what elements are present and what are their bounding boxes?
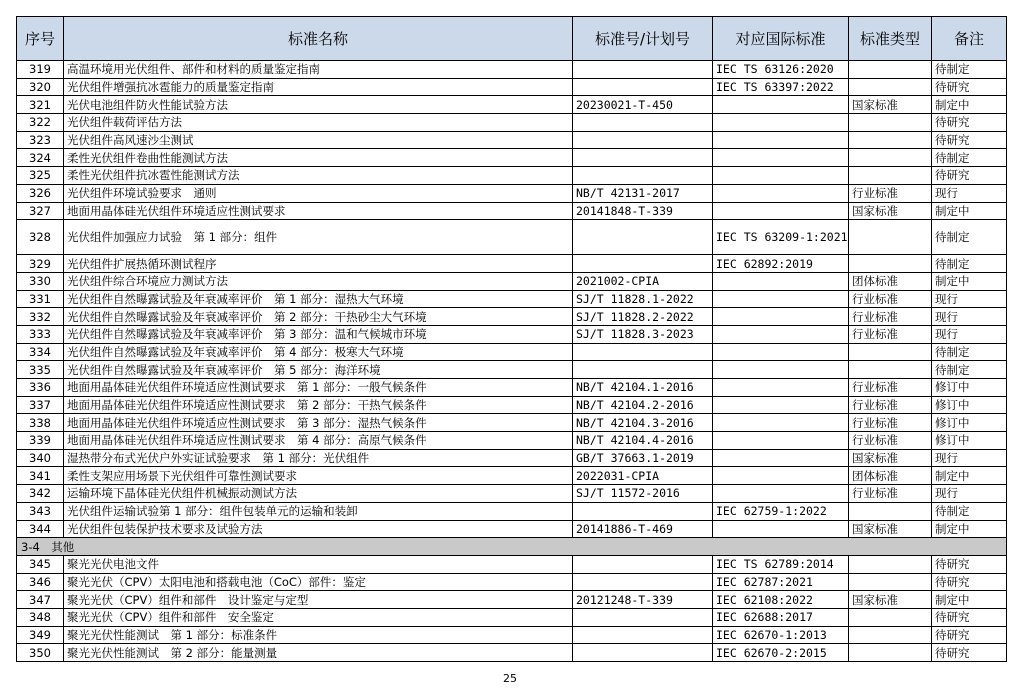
cell-note: 待研究	[932, 131, 1007, 149]
cell-note: 现行	[932, 308, 1007, 326]
cell-no: 344	[17, 520, 64, 538]
cell-name: 光伏组件加强应力试验 第 1 部分：组件	[64, 220, 573, 255]
cell-type	[849, 61, 932, 79]
cell-type: 行业标准	[849, 414, 932, 432]
cell-no: 348	[17, 608, 64, 626]
cell-type: 团体标准	[849, 272, 932, 290]
table-row	[17, 96, 1007, 114]
header-name: 标准名称	[64, 17, 573, 61]
cell-intl	[713, 325, 849, 343]
table-row	[17, 396, 1007, 414]
table-row	[17, 272, 1007, 290]
cell-note: 待制定	[932, 361, 1007, 379]
cell-code: SJ/T 11828.1-2022	[573, 290, 713, 308]
cell-no: 330	[17, 272, 64, 290]
cell-note: 现行	[932, 325, 1007, 343]
table-row	[17, 184, 1007, 202]
cell-note: 制定中	[932, 467, 1007, 485]
cell-name: 聚光光伏性能测试 第 1 部分：标准条件	[64, 626, 573, 644]
cell-name: 地面用晶体硅光伏组件环境适应性测试要求 第 1 部分：一般气候条件	[64, 379, 573, 397]
header-note: 备注	[932, 17, 1007, 61]
cell-note: 制定中	[932, 520, 1007, 538]
cell-intl	[713, 114, 849, 132]
cell-intl	[713, 343, 849, 361]
cell-code	[573, 220, 713, 255]
table-row	[17, 449, 1007, 467]
cell-note: 修订中	[932, 396, 1007, 414]
header-type: 标准类型	[849, 17, 932, 61]
cell-type	[849, 255, 932, 273]
cell-note: 待研究	[932, 644, 1007, 662]
cell-no: 327	[17, 202, 64, 220]
table-row	[17, 644, 1007, 662]
cell-no: 320	[17, 78, 64, 96]
table-row	[17, 220, 1007, 255]
cell-intl	[713, 467, 849, 485]
cell-code	[573, 361, 713, 379]
cell-name: 地面用晶体硅光伏组件环境适应性测试要求 第 3 部分：湿热气候条件	[64, 414, 573, 432]
cell-note: 待研究	[932, 114, 1007, 132]
cell-code: NB/T 42104.4-2016	[573, 432, 713, 450]
cell-no: 343	[17, 502, 64, 520]
cell-name: 运输环境下晶体硅光伏组件机械振动测试方法	[64, 485, 573, 503]
cell-no: 324	[17, 149, 64, 167]
cell-code	[573, 608, 713, 626]
cell-intl	[713, 414, 849, 432]
cell-code	[573, 343, 713, 361]
cell-note: 制定中	[932, 202, 1007, 220]
cell-note: 待研究	[932, 167, 1007, 185]
cell-no: 338	[17, 414, 64, 432]
cell-intl: IEC 62892:2019	[713, 255, 849, 273]
cell-name: 光伏组件自然曝露试验及年衰减率评价 第 5 部分：海洋环境	[64, 361, 573, 379]
cell-type: 行业标准	[849, 308, 932, 326]
cell-intl	[713, 520, 849, 538]
cell-intl	[713, 379, 849, 397]
cell-name: 地面用晶体硅光伏组件环境适应性测试要求	[64, 202, 573, 220]
cell-name: 光伏组件自然曝露试验及年衰减率评价 第 4 部分：极寒大气环境	[64, 343, 573, 361]
header-no: 序号	[17, 17, 64, 61]
cell-type: 国家标准	[849, 520, 932, 538]
cell-no: 319	[17, 61, 64, 79]
cell-note: 待制定	[932, 61, 1007, 79]
cell-type	[849, 573, 932, 591]
cell-intl	[713, 131, 849, 149]
cell-no: 326	[17, 184, 64, 202]
cell-note: 待制定	[932, 255, 1007, 273]
cell-code: NB/T 42104.1-2016	[573, 379, 713, 397]
cell-name: 聚光光伏（CPV）太阳电池和搭载电池（CoC）部件：鉴定	[64, 573, 573, 591]
cell-no: 337	[17, 396, 64, 414]
cell-name: 光伏组件包装保护技术要求及试验方法	[64, 520, 573, 538]
table-row	[17, 591, 1007, 609]
cell-intl	[713, 449, 849, 467]
cell-name: 光伏组件自然曝露试验及年衰减率评价 第 2 部分：干热砂尘大气环境	[64, 308, 573, 326]
cell-intl: IEC 62787:2021	[713, 573, 849, 591]
cell-note: 现行	[932, 449, 1007, 467]
cell-name: 聚光光伏（CPV）组件和部件 设计鉴定与定型	[64, 591, 573, 609]
table-row	[17, 485, 1007, 503]
cell-type	[849, 626, 932, 644]
cell-code	[573, 626, 713, 644]
cell-type: 国家标准	[849, 202, 932, 220]
cell-note: 待研究	[932, 608, 1007, 626]
cell-code	[573, 644, 713, 662]
cell-no: 322	[17, 114, 64, 132]
cell-type: 国家标准	[849, 591, 932, 609]
cell-name: 柔性光伏组件抗冰雹性能测试方法	[64, 167, 573, 185]
table-row	[17, 414, 1007, 432]
cell-intl: IEC 62688:2017	[713, 608, 849, 626]
cell-type: 行业标准	[849, 325, 932, 343]
section-title: 3-4 其他	[17, 538, 1007, 556]
cell-no: 345	[17, 555, 64, 573]
cell-note: 修订中	[932, 432, 1007, 450]
cell-intl	[713, 149, 849, 167]
table-row	[17, 555, 1007, 573]
cell-code: SJ/T 11828.3-2023	[573, 325, 713, 343]
table-row	[17, 202, 1007, 220]
cell-type: 行业标准	[849, 184, 932, 202]
cell-no: 323	[17, 131, 64, 149]
header-code: 标准号/计划号	[573, 17, 713, 61]
table-row	[17, 467, 1007, 485]
cell-name: 湿热带分布式光伏户外实证试验要求 第 1 部分：光伏组件	[64, 449, 573, 467]
cell-no: 335	[17, 361, 64, 379]
cell-intl: IEC TS 63126:2020	[713, 61, 849, 79]
cell-note: 待研究	[932, 555, 1007, 573]
cell-code: 20141886-T-469	[573, 520, 713, 538]
cell-code: 20121248-T-339	[573, 591, 713, 609]
cell-note: 待制定	[932, 149, 1007, 167]
cell-intl: IEC TS 63397:2022	[713, 78, 849, 96]
cell-type	[849, 644, 932, 662]
cell-note: 制定中	[932, 272, 1007, 290]
table-row	[17, 255, 1007, 273]
cell-name: 光伏组件环境试验要求 通则	[64, 184, 573, 202]
cell-note: 待研究	[932, 573, 1007, 591]
header-intl: 对应国际标准	[713, 17, 849, 61]
cell-code: 2021002-CPIA	[573, 272, 713, 290]
table-row	[17, 149, 1007, 167]
cell-no: 346	[17, 573, 64, 591]
table-row	[17, 290, 1007, 308]
table-row	[17, 520, 1007, 538]
cell-code	[573, 167, 713, 185]
cell-note: 待制定	[932, 502, 1007, 520]
cell-no: 341	[17, 467, 64, 485]
cell-name: 光伏组件综合环境应力测试方法	[64, 272, 573, 290]
cell-intl	[713, 485, 849, 503]
cell-note: 现行	[932, 485, 1007, 503]
table-row	[17, 167, 1007, 185]
section-row	[17, 538, 1007, 556]
cell-no: 334	[17, 343, 64, 361]
cell-no: 347	[17, 591, 64, 609]
cell-no: 331	[17, 290, 64, 308]
cell-name: 柔性支架应用场景下光伏组件可靠性测试要求	[64, 467, 573, 485]
table-row	[17, 308, 1007, 326]
cell-intl	[713, 167, 849, 185]
cell-name: 聚光光伏（CPV）组件和部件 安全鉴定	[64, 608, 573, 626]
table-row	[17, 432, 1007, 450]
cell-type	[849, 502, 932, 520]
table-row	[17, 61, 1007, 79]
cell-no: 349	[17, 626, 64, 644]
cell-no: 329	[17, 255, 64, 273]
cell-note: 现行	[932, 290, 1007, 308]
cell-code	[573, 573, 713, 591]
cell-no: 339	[17, 432, 64, 450]
cell-code: 2022031-CPIA	[573, 467, 713, 485]
cell-type	[849, 608, 932, 626]
cell-code	[573, 255, 713, 273]
cell-name: 高温环境用光伏组件、部件和材料的质量鉴定指南	[64, 61, 573, 79]
cell-code	[573, 555, 713, 573]
cell-type: 行业标准	[849, 379, 932, 397]
cell-type	[849, 131, 932, 149]
table-row	[17, 78, 1007, 96]
cell-note: 待研究	[932, 626, 1007, 644]
cell-type: 行业标准	[849, 396, 932, 414]
cell-name: 光伏组件增强抗冰雹能力的质量鉴定指南	[64, 78, 573, 96]
cell-code: SJ/T 11572-2016	[573, 485, 713, 503]
cell-code: GB/T 37663.1-2019	[573, 449, 713, 467]
cell-type: 国家标准	[849, 449, 932, 467]
cell-name: 柔性光伏组件卷曲性能测试方法	[64, 149, 573, 167]
table-body	[17, 61, 1007, 662]
table-row	[17, 573, 1007, 591]
cell-note: 现行	[932, 184, 1007, 202]
cell-type: 行业标准	[849, 290, 932, 308]
cell-code: 20230021-T-450	[573, 96, 713, 114]
cell-type	[849, 361, 932, 379]
cell-intl	[713, 290, 849, 308]
cell-type	[849, 343, 932, 361]
table-row	[17, 502, 1007, 520]
cell-code: NB/T 42104.3-2016	[573, 414, 713, 432]
cell-name: 光伏组件运输试验第 1 部分：组件包装单元的运输和装卸	[64, 502, 573, 520]
cell-note: 待制定	[932, 343, 1007, 361]
cell-type	[849, 555, 932, 573]
cell-no: 342	[17, 485, 64, 503]
standards-table	[16, 16, 1007, 662]
cell-type	[849, 167, 932, 185]
cell-no: 336	[17, 379, 64, 397]
cell-type	[849, 149, 932, 167]
cell-code: 20141848-T-339	[573, 202, 713, 220]
table-row	[17, 343, 1007, 361]
cell-note: 修订中	[932, 414, 1007, 432]
cell-no: 325	[17, 167, 64, 185]
table-row	[17, 114, 1007, 132]
cell-no: 333	[17, 325, 64, 343]
cell-intl	[713, 184, 849, 202]
cell-intl: IEC 62670-2:2015	[713, 644, 849, 662]
cell-no: 350	[17, 644, 64, 662]
table-row	[17, 379, 1007, 397]
cell-no: 332	[17, 308, 64, 326]
table-row	[17, 608, 1007, 626]
cell-intl	[713, 361, 849, 379]
table-row	[17, 131, 1007, 149]
cell-name: 地面用晶体硅光伏组件环境适应性测试要求 第 2 部分：干热气候条件	[64, 396, 573, 414]
table-header-row	[17, 17, 1007, 61]
cell-name: 光伏组件自然曝露试验及年衰减率评价 第 3 部分：温和气候城市环境	[64, 325, 573, 343]
cell-note: 制定中	[932, 591, 1007, 609]
cell-note: 制定中	[932, 96, 1007, 114]
cell-type: 团体标准	[849, 467, 932, 485]
cell-type	[849, 220, 932, 255]
cell-note: 修订中	[932, 379, 1007, 397]
cell-name: 光伏组件扩展热循环测试程序	[64, 255, 573, 273]
cell-no: 340	[17, 449, 64, 467]
cell-intl	[713, 202, 849, 220]
cell-code	[573, 131, 713, 149]
table-row	[17, 325, 1007, 343]
cell-type	[849, 114, 932, 132]
cell-intl	[713, 96, 849, 114]
cell-name: 光伏组件自然曝露试验及年衰减率评价 第 1 部分：湿热大气环境	[64, 290, 573, 308]
cell-code	[573, 502, 713, 520]
cell-intl: IEC TS 63209-1:2021	[713, 220, 849, 255]
cell-intl: IEC 62108:2022	[713, 591, 849, 609]
cell-code: SJ/T 11828.2-2022	[573, 308, 713, 326]
cell-intl	[713, 432, 849, 450]
cell-name: 地面用晶体硅光伏组件环境适应性测试要求 第 4 部分：高原气候条件	[64, 432, 573, 450]
cell-type	[849, 78, 932, 96]
cell-name: 光伏组件高风速沙尘测试	[64, 131, 573, 149]
cell-code	[573, 149, 713, 167]
cell-type: 行业标准	[849, 432, 932, 450]
cell-type: 国家标准	[849, 96, 932, 114]
cell-name: 光伏电池组件防火性能试验方法	[64, 96, 573, 114]
cell-note: 待制定	[932, 220, 1007, 255]
cell-intl	[713, 272, 849, 290]
table-row	[17, 361, 1007, 379]
cell-intl	[713, 308, 849, 326]
cell-code	[573, 61, 713, 79]
cell-code	[573, 114, 713, 132]
cell-code: NB/T 42104.2-2016	[573, 396, 713, 414]
page-number: 25	[503, 672, 517, 685]
cell-name: 聚光光伏电池文件	[64, 555, 573, 573]
cell-name: 聚光光伏性能测试 第 2 部分：能量测量	[64, 644, 573, 662]
cell-intl: IEC TS 62789:2014	[713, 555, 849, 573]
cell-intl	[713, 396, 849, 414]
cell-type: 行业标准	[849, 485, 932, 503]
cell-note: 待研究	[932, 78, 1007, 96]
cell-no: 328	[17, 220, 64, 255]
cell-no: 321	[17, 96, 64, 114]
table-row	[17, 626, 1007, 644]
cell-intl: IEC 62759-1:2022	[713, 502, 849, 520]
cell-code: NB/T 42131-2017	[573, 184, 713, 202]
cell-intl: IEC 62670-1:2013	[713, 626, 849, 644]
cell-code	[573, 78, 713, 96]
cell-name: 光伏组件载荷评估方法	[64, 114, 573, 132]
